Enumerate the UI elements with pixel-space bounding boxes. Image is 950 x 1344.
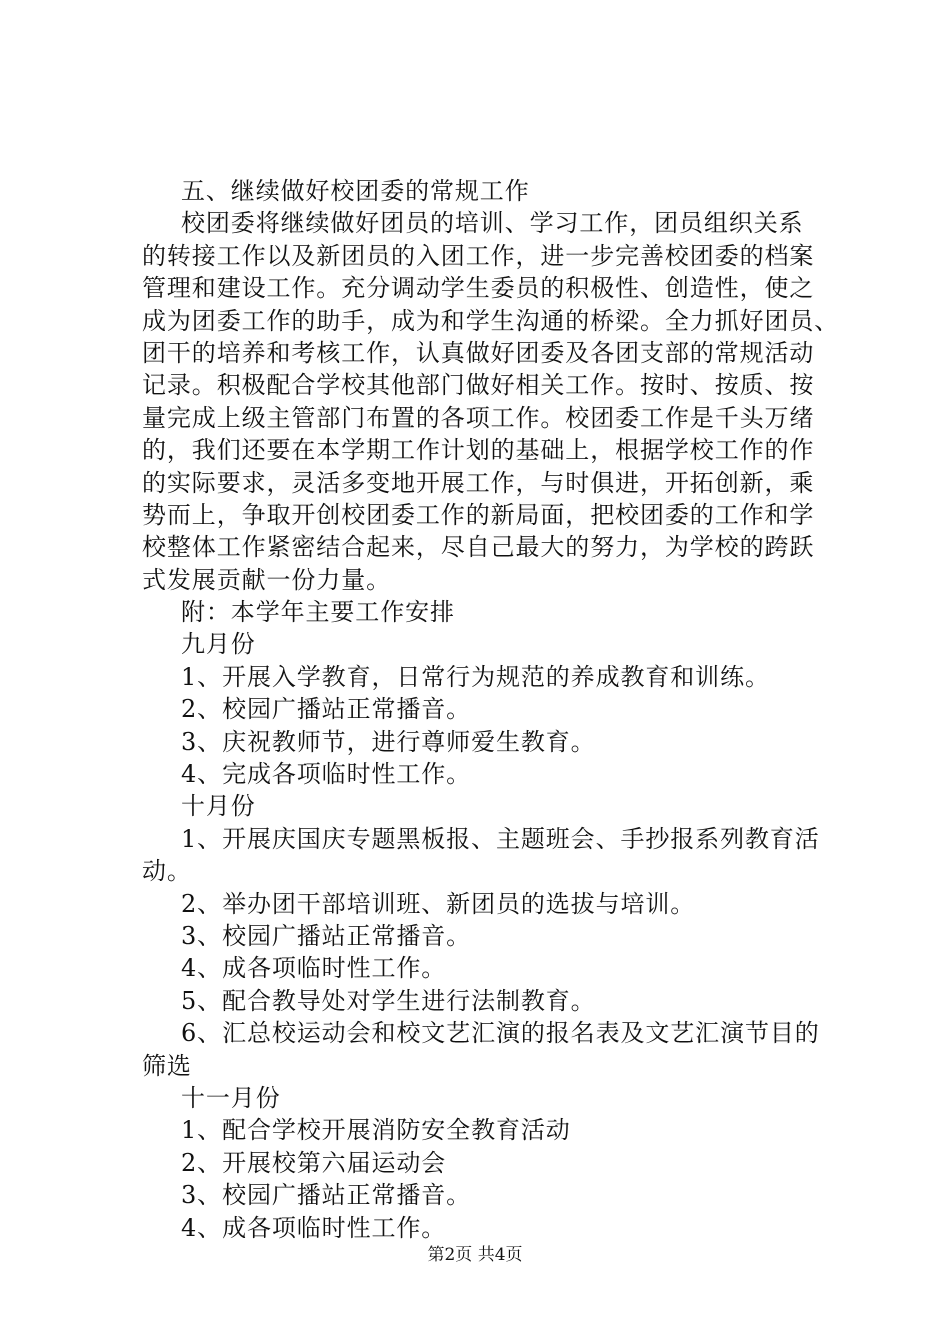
text-line: 动。 (142, 857, 192, 886)
text-line: 1、配合学校开展消防安全教育活动 (181, 1116, 571, 1145)
text-line: 4、完成各项临时性工作。 (181, 760, 472, 789)
text-line: 2、举办团干部培训班、新团员的选拔与培训。 (181, 889, 696, 918)
text-line: 附：本学年主要工作安排 (181, 598, 455, 627)
page-footer: 第2页 共4页 (427, 1245, 523, 1265)
text-line: 记录。积极配合学校其他部门做好相关工作。按时、按质、按 (142, 371, 815, 400)
text-line: 量完成上级主管部门布置的各项工作。校团委工作是千头万绪 (142, 403, 815, 432)
text-line: 团干的培养和考核工作，认真做好团委及各团支部的常规活动 (142, 338, 815, 367)
text-line: 式发展贡献一份力量。 (142, 565, 391, 594)
text-line: 3、校园广播站正常播音。 (181, 921, 472, 950)
document-body (142, 175, 842, 1244)
text-line: 3、庆祝教师节，进行尊师爱生教育。 (181, 727, 596, 756)
text-line: 2、开展校第六届运动会 (181, 1148, 447, 1177)
text-line: 1、开展庆国庆专题黑板报、主题班会、手抄报系列教育活 (181, 824, 820, 853)
text-line: 4、成各项临时性工作。 (181, 1213, 447, 1242)
text-line: 的实际要求，灵活多变地开展工作，与时俱进，开拓创新，乘 (142, 468, 815, 497)
text-line: 5、配合教导处对学生进行法制教育。 (181, 986, 596, 1015)
text-line: 4、成各项临时性工作。 (181, 954, 447, 983)
text-line: 势而上，争取开创校团委工作的新局面，把校团委的工作和学 (142, 500, 815, 529)
text-line: 3、校园广播站正常播音。 (181, 1181, 472, 1210)
text-line: 十一月份 (181, 1083, 281, 1112)
text-line: 五、继续做好校团委的常规工作 (181, 177, 530, 205)
text-line: 筛选 (142, 1051, 192, 1080)
text-line: 十月份 (181, 792, 256, 821)
text-line: 成为团委工作的助手，成为和学生沟通的桥梁。全力抓好团员、 (142, 306, 840, 335)
text-line: 的转接工作以及新团员的入团工作，进一步完善校团委的档案 (142, 241, 815, 270)
text-line: 管理和建设工作。充分调动学生委员的积极性、创造性，使之 (142, 274, 815, 303)
text-line: 1、开展入学教育，日常行为规范的养成教育和训练。 (181, 662, 770, 691)
text-line: 的，我们还要在本学期工作计划的基础上，根据学校工作的作 (142, 436, 815, 465)
text-line: 九月份 (181, 630, 256, 659)
text-line: 2、校园广播站正常播音。 (181, 695, 472, 724)
text-line: 校团委将继续做好团员的培训、学习工作，团员组织关系 (181, 209, 804, 238)
text-line: 6、汇总校运动会和校文艺汇演的报名表及文艺汇演节目的 (181, 1019, 820, 1048)
text-line: 校整体工作紧密结合起来，尽自己最大的努力，为学校的跨跃 (142, 533, 815, 562)
